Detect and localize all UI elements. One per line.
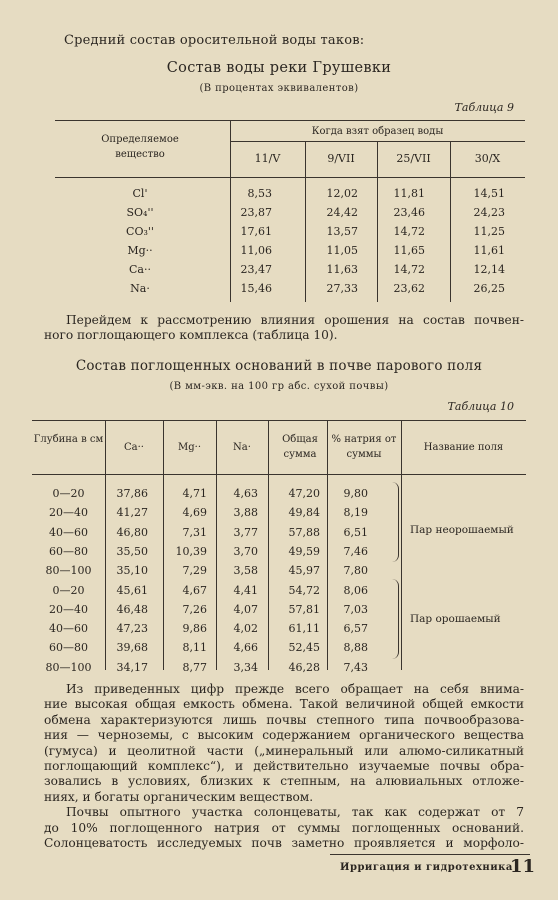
table10-sodium-pct-cell: 9,80: [343, 487, 368, 500]
footer-rule: [330, 854, 530, 855]
table9-ion-cell: Mg··: [127, 244, 153, 257]
paragraph-2-line: ния — черноземы, с высоким содержанием органического вещества: [44, 728, 524, 743]
table9-value-cell: 23,87: [240, 206, 272, 219]
table9-value-cell: 14,51: [473, 187, 505, 200]
table10-mg-cell: 8,77: [182, 660, 207, 674]
table10-ca-cell: 37,86: [116, 487, 148, 500]
table10-depth-cell: 80—100: [45, 564, 92, 578]
table10-sum-cell: 52,45: [288, 641, 320, 655]
table10-sodium-pct-cell: 7,03: [343, 602, 368, 616]
table9-value-cell: 23,62: [393, 282, 425, 295]
table10-na-cell: 3,77: [233, 525, 258, 539]
table10-sodium-pct-cell: 6,57: [343, 622, 368, 636]
table10-header-sodium-pct: % натрия от суммы: [331, 434, 397, 460]
table9-value-cell: 24,42: [326, 206, 358, 219]
paragraph-2-line: ние высокая общая емкость обмена. Такой величиной общей емкости: [44, 697, 524, 712]
table10-sodium-pct-cell: 8,06: [343, 583, 368, 597]
table9-header-rule: [55, 177, 525, 178]
table10-na-cell: 4,02: [233, 622, 258, 636]
table9-date-header: 30/X: [474, 152, 501, 165]
table9-date-header: 9/VII: [327, 152, 355, 165]
table10-mg-cell: 4,69: [182, 506, 207, 520]
table10-mg-cell: 4,71: [182, 487, 207, 500]
table10-header-depth: Глубина в см: [33, 434, 104, 445]
table10-header-ca: Ca··: [124, 442, 144, 453]
table9-title: Состав воды реки Грушевки: [166, 60, 392, 76]
table9-header-group: Когда взят образец воды: [311, 126, 444, 137]
table9-subtitle: (В процентах эквивалентов): [199, 83, 359, 94]
table9-value-cell: 11,65: [393, 244, 425, 257]
table10-depth-cell: 60—80: [49, 544, 88, 558]
table10-depth-cell: 40—60: [49, 525, 88, 539]
table10-sodium-pct-cell: 8,88: [343, 641, 368, 655]
table10-sodium-pct-cell: 7,43: [343, 660, 368, 674]
table10-sodium-pct-cell: 7,46: [343, 544, 368, 558]
table10-na-cell: 3,88: [233, 506, 258, 520]
table10-na-cell: 4,66: [233, 641, 258, 655]
table9-value-cell: 17,61: [240, 225, 272, 238]
intro-line: Средний состав оросительной воды таков:: [64, 33, 365, 48]
table10-col-divider: [268, 420, 269, 670]
table9-value-cell: 12,02: [326, 187, 358, 200]
table10-depth-cell: 0—20: [52, 487, 85, 500]
table9-value-cell: 14,72: [393, 263, 425, 276]
group-brace-irrigated: [392, 579, 399, 659]
table10-sum-cell: 54,72: [288, 583, 320, 597]
paragraph-2-line: обмена характеризуются лишь почвы степного типа почвообразова-: [44, 712, 524, 727]
table10-na-cell: 4,41: [233, 583, 258, 597]
table9-value-cell: 11,05: [326, 244, 358, 257]
field-name-irrigated: Пар орошаемый: [410, 613, 501, 625]
table10-title: Состав поглощенных оснований в почве парового поля: [75, 358, 483, 374]
table10-ca-cell: 46,48: [116, 602, 148, 616]
table10-mg-cell: 7,26: [182, 602, 207, 616]
table10-header-rule: [32, 474, 526, 475]
table10-mg-cell: 8,11: [182, 641, 207, 655]
table9-date-header: 11/V: [254, 152, 281, 165]
table9-header-parameter: Определяемое вещество: [101, 134, 179, 160]
table10-sodium-pct-cell: 7,80: [343, 564, 368, 578]
table10-depth-cell: 60—80: [49, 641, 88, 655]
page-number: 11: [510, 856, 536, 877]
table10-sum-cell: 57,88: [288, 525, 320, 539]
table10-na-cell: 3,58: [233, 564, 258, 578]
table10-na-cell: 4,07: [233, 602, 258, 616]
paragraph-2-line: Почвы опытного участка солонцеваты, так как содержат от 7: [66, 805, 524, 820]
table10-ca-cell: 45,61: [116, 583, 148, 597]
table10-label: Таблица 10: [447, 400, 514, 413]
paragraph-2-line: (гумуса) и цеолитной части („минеральный или алюмо-силикатный: [44, 743, 524, 758]
table9-value-cell: 13,57: [326, 225, 358, 238]
table10-ca-cell: 41,27: [116, 506, 148, 520]
table9-ion-cell: CO₃'': [126, 225, 154, 238]
table9-value-cell: 23,47: [240, 263, 272, 276]
table10-depth-cell: 80—100: [45, 660, 92, 674]
paragraph-1-line: Перейдем к рассмотрению влияния орошения на состав почвен-: [66, 313, 524, 327]
table9-label: Таблица 9: [454, 101, 514, 114]
table10-sum-cell: 49,59: [288, 544, 320, 558]
table10-header-sum: Общая сумма: [282, 434, 318, 460]
table10-sodium-pct-cell: 8,19: [343, 506, 368, 520]
group-brace-unirrigated: [392, 482, 399, 562]
paragraph-2-line: Из приведенных цифр прежде всего обращает на себя внима-: [66, 682, 524, 696]
table9-value-cell: 11,63: [326, 263, 358, 276]
table9-value-cell: 11,61: [473, 244, 505, 257]
paragraph-2-line: ниях, и богаты органическим веществом.: [44, 789, 314, 804]
table10-sum-cell: 61,11: [288, 622, 320, 636]
table10-sum-cell: 49,84: [288, 506, 320, 520]
table10-header-mg: Mg··: [178, 442, 201, 453]
table10-subtitle: (В мм-экв. на 100 гр абс. сухой почвы): [169, 381, 389, 392]
table9-value-cell: 11,06: [240, 244, 272, 257]
table9-value-cell: 12,14: [473, 263, 505, 276]
table9-value-cell: 24,23: [473, 206, 505, 219]
table9-date-header: 25/VII: [396, 152, 431, 165]
table9-value-cell: 11,25: [473, 225, 505, 238]
table10-depth-cell: 0—20: [52, 583, 85, 597]
table9-top-rule: [55, 120, 525, 121]
table9-ion-cell: Ca··: [129, 263, 151, 276]
table10-ca-cell: 39,68: [116, 641, 148, 655]
paragraph-2-line: зовались в условиях, близких к степным, на алювиальных отложе-: [44, 774, 524, 789]
table10-mg-cell: 7,29: [182, 564, 207, 578]
table10-ca-cell: 35,10: [116, 564, 148, 578]
table10-mg-cell: 9,86: [182, 622, 207, 636]
table10-mg-cell: 4,67: [182, 583, 207, 597]
table10-sum-cell: 47,20: [288, 487, 320, 500]
table9-value-cell: 23,46: [393, 206, 425, 219]
table10-depth-cell: 20—40: [49, 602, 88, 616]
paragraph-1-line: ного поглощающего комплекса (таблица 10).: [44, 328, 338, 342]
table10-sum-cell: 57,81: [288, 602, 320, 616]
table10-header-na: Na·: [233, 442, 251, 453]
field-name-unirrigated: Пар неорошаемый: [410, 524, 514, 536]
table10-depth-cell: 20—40: [49, 506, 88, 520]
table10-ca-cell: 35,50: [116, 544, 148, 558]
table10-ca-cell: 34,17: [116, 660, 148, 674]
table9-value-cell: 27,33: [326, 282, 358, 295]
table10-sum-cell: 45,97: [288, 564, 320, 578]
table9-value-cell: 15,46: [240, 282, 272, 295]
table9-value-cell: 8,53: [247, 187, 272, 200]
table10-mg-cell: 10,39: [175, 544, 207, 558]
footer-journal-title: Ирригация и гидротехника: [340, 862, 513, 873]
table9-value-cell: 11,81: [393, 187, 425, 200]
paragraph-2-line: поглощающий комплекс“), и действительно изучаемые почвы обра-: [44, 759, 524, 773]
table9-value-cell: 26,25: [473, 282, 505, 295]
table10-col-divider: [401, 420, 402, 670]
table10-depth-cell: 40—60: [49, 622, 88, 636]
table10-na-cell: 4,63: [233, 487, 258, 500]
table10-ca-cell: 46,80: [116, 525, 148, 539]
table10-ca-cell: 47,23: [116, 622, 148, 636]
table9-value-cell: 14,72: [393, 225, 425, 238]
table10-na-cell: 3,70: [233, 544, 258, 558]
table9-ion-cell: Na·: [130, 282, 150, 295]
table9-ion-cell: SO₄'': [126, 206, 154, 219]
table9-ion-cell: Cl': [132, 187, 148, 200]
table10-na-cell: 3,34: [233, 660, 258, 674]
table10-mg-cell: 7,31: [182, 525, 207, 539]
table10-top-rule: [32, 420, 526, 421]
paragraph-2-line: Солонцеватость исследуемых почв заметно проявляется и морфоло-: [44, 836, 524, 850]
table10-sum-cell: 46,28: [288, 660, 320, 674]
table10-header-field-name: Название поля: [423, 442, 504, 453]
paragraph-2-line: до 10% поглощенного натрия от суммы поглощенных оснований.: [44, 820, 524, 835]
table10-sodium-pct-cell: 6,51: [343, 525, 368, 539]
